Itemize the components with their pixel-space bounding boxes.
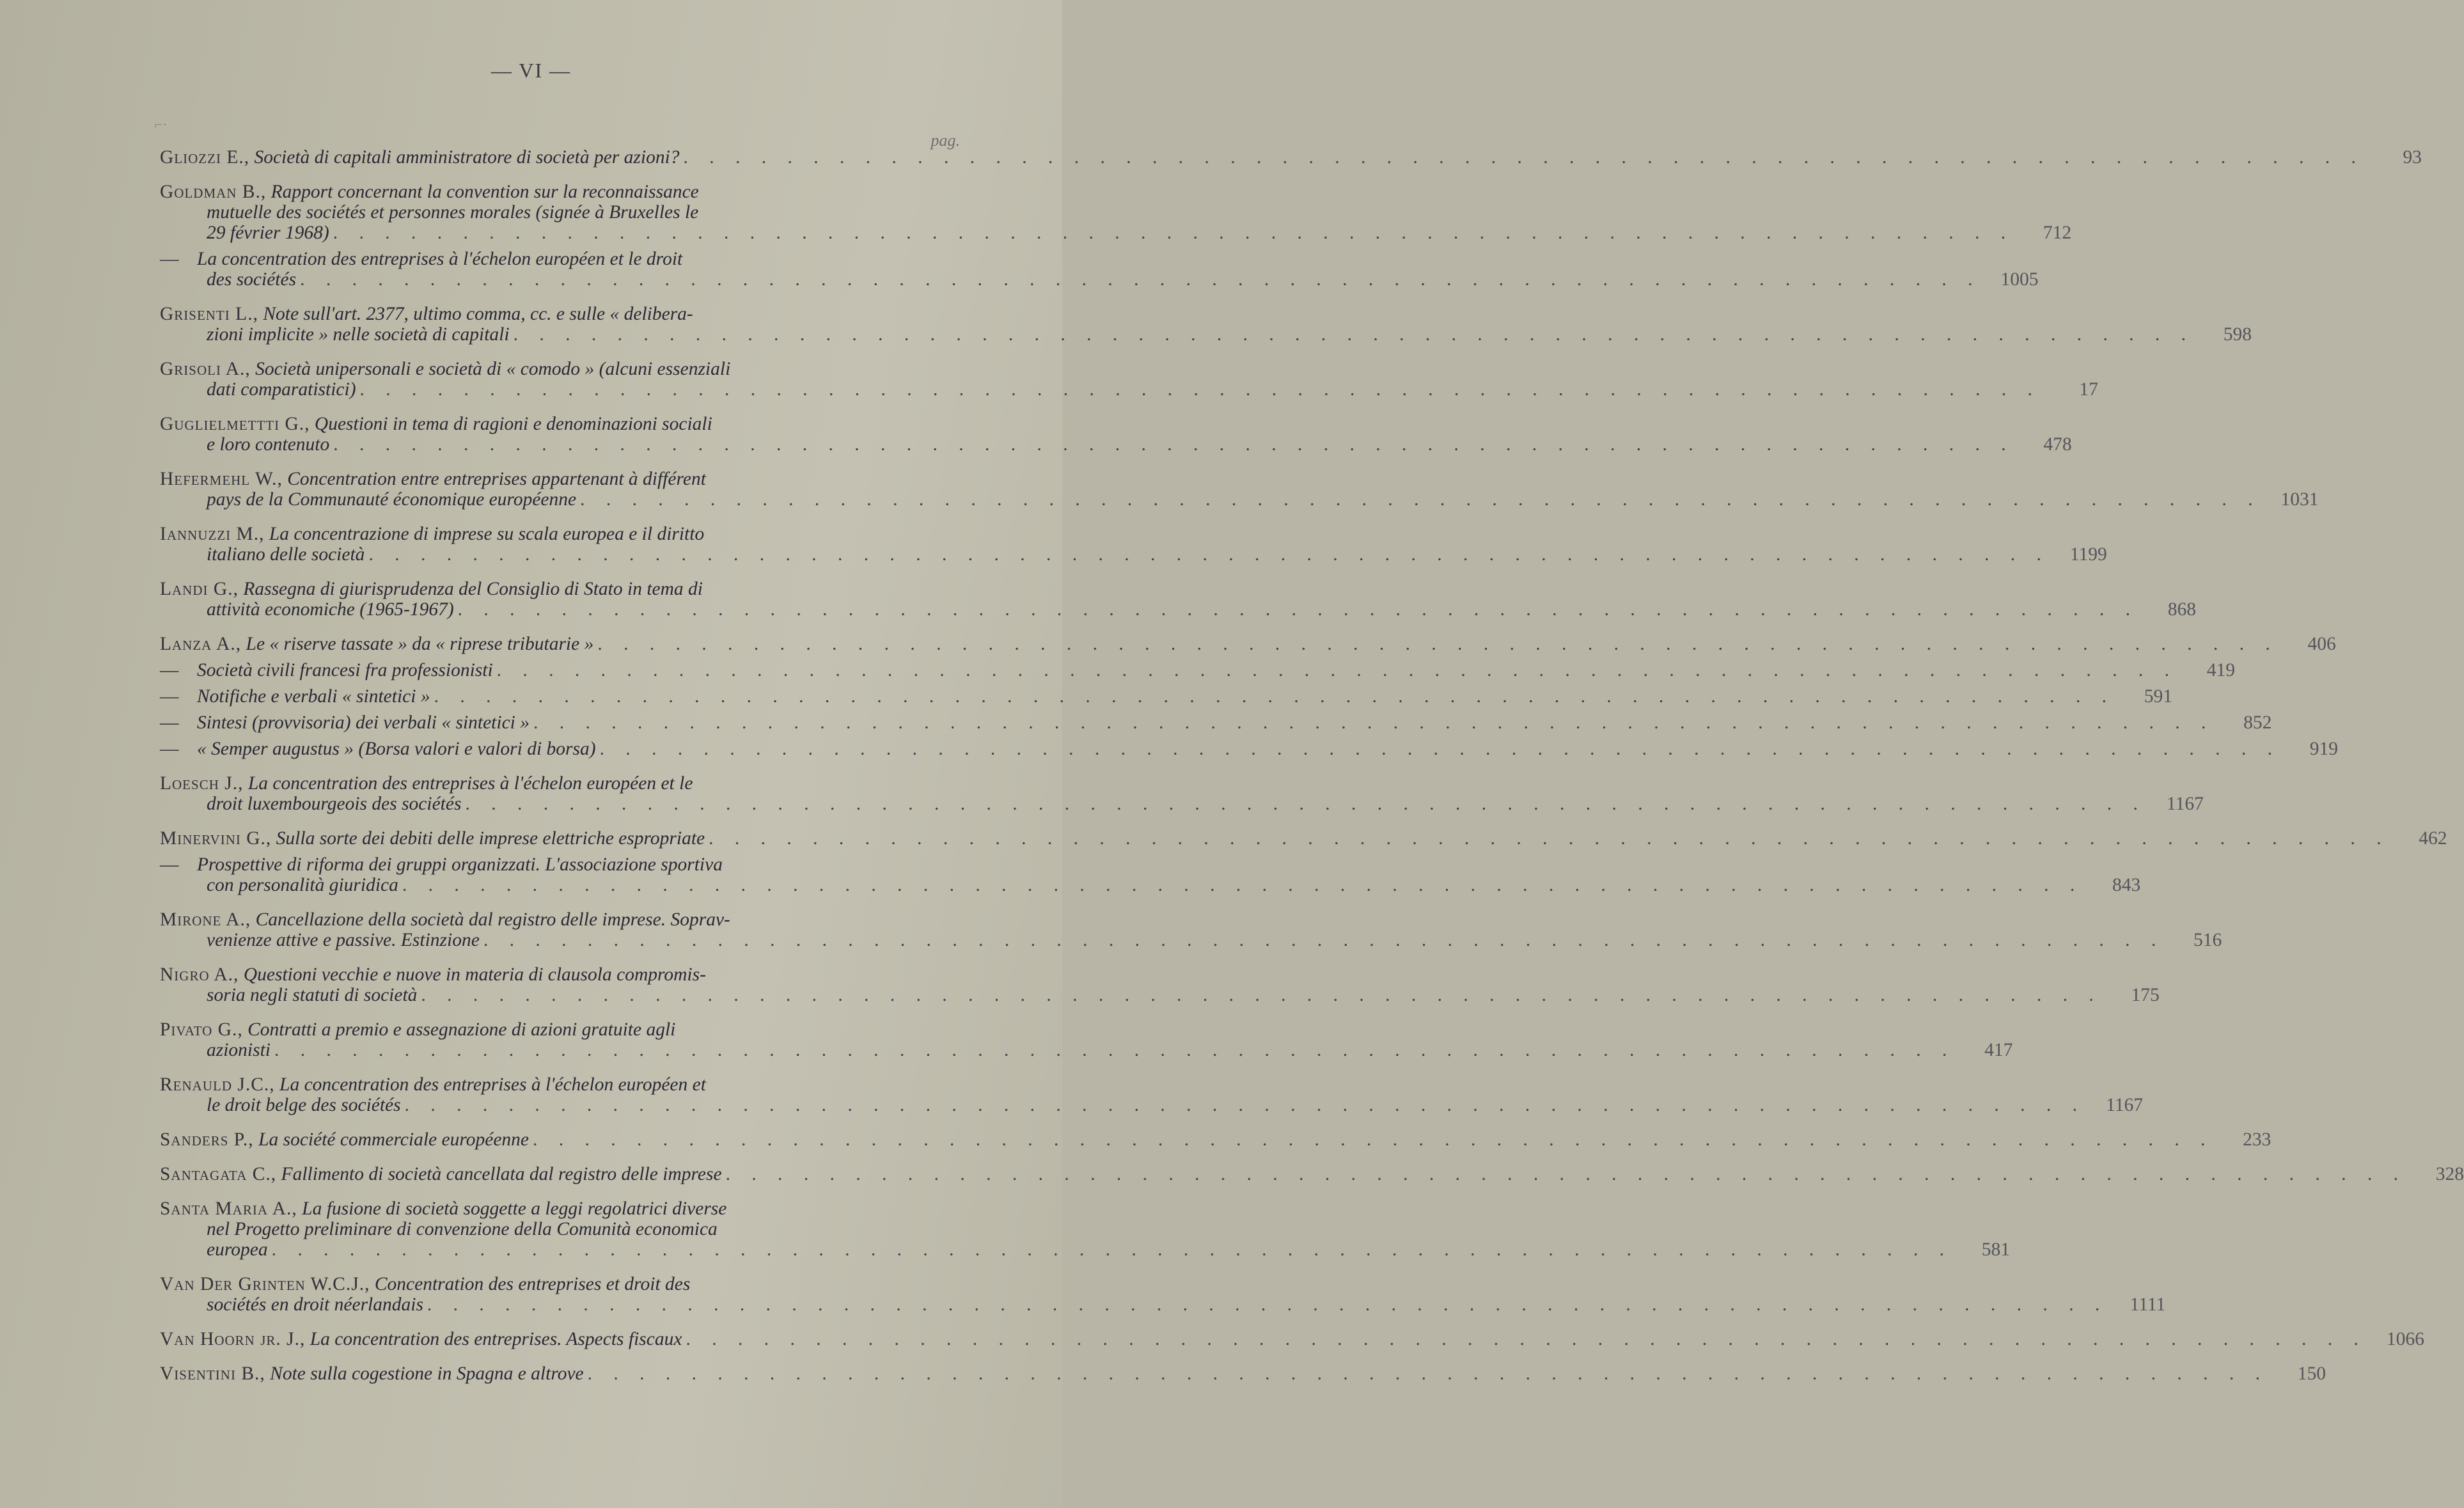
entry-line (160, 1095, 2144, 1115)
entry-page-number: 1031 (2280, 489, 2319, 510)
entry-title: sociétés en droit néerlandais (207, 1294, 423, 1315)
entry-title: venienze attive e passive. Estinzione (207, 930, 480, 950)
entry-line (160, 324, 2252, 345)
entry-page-number: 150 (2297, 1363, 2327, 1384)
entry-page-number: 1167 (2166, 794, 2204, 814)
entry-line-text (160, 469, 706, 489)
entry-line (160, 469, 959, 489)
entry-author: Loesch J., (160, 773, 244, 794)
entry-author: Minervini G., (160, 828, 272, 849)
index-entry (160, 964, 2160, 1005)
entry-author: Landi G., (160, 579, 239, 599)
entry-title: Concentration des entreprises et droit des (374, 1274, 691, 1294)
index-entry (160, 359, 2098, 400)
entry-title: Fallimento di società cancellata dal registro delle imprese (281, 1164, 722, 1184)
entry-line (160, 1363, 2327, 1384)
entry-page-number: 417 (1984, 1040, 2013, 1060)
leader-dots: . . . . . . . . . . . . . . . . . . . . . . . . . . . . . . . . . . . . . . . . . . . . . . . . . . . . . . . . . . . . . . . . . (533, 712, 2215, 733)
page-mark: ⌐· (153, 116, 167, 132)
entry-line (160, 1164, 2464, 1184)
entry-author: Santa Maria A., (160, 1198, 297, 1219)
entry-title: nel Progetto preliminare di convenzione della Comunità economica (207, 1219, 718, 1239)
entry-author: Lanza A., (160, 634, 242, 654)
entry-line-text (160, 147, 680, 168)
leader-dots: . . . . . . . . . . . . . . . . . . . . . . . . . . . . . . . . . . . . . . . . . . . . . . . . . . . . . . . . . . . . . . . . . (599, 739, 2280, 759)
entry-title: La concentration des entreprises à l'échelon européen et le droit (197, 249, 683, 269)
entry-title: Questioni in tema di ragioni e denominazioni sociali (314, 414, 712, 434)
leader-dots: . . . . . . . . . . . . . . . . . . . . . . . . . . . . . . . . . . . . . . . . . . . . . . . . . . . . . . . . . . . . . . . . . (580, 489, 2261, 510)
entry-author: Guglielmettti G., (160, 414, 310, 434)
index-entry (160, 854, 2141, 895)
entry-line-text (207, 875, 398, 895)
index-entry (160, 828, 2447, 849)
entry-line (160, 544, 2107, 565)
entry-title: Notifiche e verbali « sintetici » (197, 686, 430, 707)
entry-line (160, 599, 2197, 620)
entry-title: Cancellazione della società dal registro delle imprese. Soprav- (255, 909, 730, 930)
index-entry (160, 1164, 2464, 1184)
entry-line-text (207, 434, 329, 455)
entry-line (160, 269, 2039, 290)
entry-page-number: 175 (2131, 985, 2160, 1005)
entry-page-number: 919 (2309, 739, 2338, 759)
entry-title: Contratti a premio e assegnazione di azioni gratuite agli (247, 1019, 676, 1040)
index-entry (160, 469, 2319, 510)
entry-title: dati comparatistici) (207, 379, 356, 400)
leader-dots: . . . . . . . . . . . . . . . . . . . . . . . . . . . . . . . . . . . . . . . . . . . . . . . . . . . . . . . . . . . . . . . . . (725, 1164, 2406, 1184)
entry-line (160, 1129, 2272, 1150)
leader-dots: . . . . . . . . . . . . . . . . . . . . . . . . . . . . . . . . . . . . . . . . . . . . . . . . . . . . . . . . . . . . . . . . . (587, 1363, 2269, 1384)
page-column-label: pag. (930, 131, 960, 150)
entry-line-text (160, 414, 712, 434)
leader-dots: . . . . . . . . . . . . . . . . . . . . . . . . . . . . . . . . . . . . . . . . . . . . . . . . . . . . . . . . . . . . . . . . . (434, 686, 2115, 707)
entry-page-number: 516 (2193, 930, 2222, 950)
entry-line-text (207, 1294, 423, 1315)
entry-line (160, 1239, 2010, 1260)
entry-author: Goldman B., (160, 182, 267, 202)
entry-line (160, 739, 2338, 759)
entry-author: Pivato G., (160, 1019, 243, 1040)
entry-line-text (160, 304, 693, 324)
index-entry (160, 1019, 2013, 1060)
entry-page-number: 328 (2435, 1164, 2464, 1184)
entry-line-text (160, 909, 730, 930)
entry-line (160, 202, 959, 223)
entry-title: La fusione di società soggette a leggi regolatrici diverse (302, 1198, 727, 1219)
page-header-numeral: — VI — (490, 59, 572, 82)
entry-title: italiano delle società (207, 544, 365, 565)
index-entry (160, 579, 2197, 620)
leader-dots: . . . . . . . . . . . . . . . . . . . . . . . . . . . . . . . . . . . . . . . . . . . . . . . . . . . . . . . . . . . . . . . . . (404, 1095, 2086, 1115)
index-entry (160, 1074, 2144, 1115)
leader-dots: . . . . . . . . . . . . . . . . . . . . . . . . . . . . . . . . . . . . . . . . . . . . . . . . . . . . . . . . . . . . . . . . . (686, 1329, 2367, 1349)
leader-dots: . . . . . . . . . . . . . . . . . . . . . . . . . . . . . . . . . . . . . . . . . . . . . . . . . . . . . . . . . . . . . . . . . (333, 434, 2014, 455)
leader-dots: . . . . . . . . . . . . . . . . . . . . . . . . . . . . . . . . . . . . . . . . . . . . . . . . . . . . . . . . . . . . . . . . . (427, 1294, 2108, 1315)
entry-page-number: 1066 (2386, 1329, 2424, 1349)
entry-line (160, 434, 2072, 455)
entry-line (160, 1219, 959, 1239)
index-entry (160, 1274, 2166, 1315)
entry-title: La concentrazione di imprese su scala europea e il diritto (269, 524, 705, 544)
entry-line-text (160, 1363, 584, 1384)
entry-line-text (160, 1019, 675, 1040)
leader-dots: . . . . . . . . . . . . . . . . . . . . . . . . . . . . . . . . . . . . . . . . . . . . . . . . . . . . . . . . . . . . . . . . . (271, 1239, 1952, 1260)
entry-title: Concentration entre entreprises appartenant à différent (287, 469, 706, 489)
entry-line-text (160, 1274, 690, 1294)
entry-title: Note sulla cogestione in Spagna e altrove (270, 1363, 584, 1384)
entry-author: Van Der Grinten W.C.J., (160, 1274, 370, 1294)
entry-line-text (160, 182, 699, 202)
entry-line-text (160, 524, 704, 544)
entry-line-text (160, 854, 723, 875)
entry-line-text (160, 773, 693, 794)
entry-title: « Semper augustus » (Borsa valori e valori di borsa) (197, 739, 596, 759)
entry-line-text (207, 930, 480, 950)
entry-line (160, 930, 2222, 950)
entry-line (160, 223, 2072, 243)
entry-line-text (160, 739, 596, 759)
leader-dots: . . . . . . . . . . . . . . . . . . . . . . . . . . . . . . . . . . . . . . . . . . . . . . . . . . . . . . . . . . . . . . . . . (513, 324, 2194, 345)
entry-page-number: 93 (2403, 147, 2422, 168)
entry-continuation-dash: — (160, 712, 179, 733)
entry-line (160, 524, 959, 544)
entry-page-number: 868 (2167, 599, 2197, 620)
entry-line-text (207, 1219, 718, 1239)
index-entry (160, 524, 2107, 565)
entry-title: des sociétés (207, 269, 297, 290)
entry-title: La concentration des entreprises à l'échelon européen et (279, 1074, 706, 1095)
entry-line-text (207, 379, 356, 400)
entry-line (160, 773, 959, 794)
index-entry (160, 1329, 2424, 1349)
entry-author: Mirone A., (160, 909, 251, 930)
entry-page-number: 843 (2112, 875, 2141, 895)
entry-continuation-dash: — (160, 854, 179, 875)
index-entry (160, 249, 2039, 290)
entry-line (160, 1294, 2166, 1315)
leader-dots: . . . . . . . . . . . . . . . . . . . . . . . . . . . . . . . . . . . . . . . . . . . . . . . . . . . . . . . . . . . . . . . . . (465, 794, 2146, 814)
index-entry (160, 739, 2338, 759)
entry-line-text (207, 202, 698, 223)
entry-line (160, 1198, 959, 1219)
entry-line-text (160, 579, 703, 599)
index-entry (160, 634, 2336, 654)
leader-dots: . . . . . . . . . . . . . . . . . . . . . . . . . . . . . . . . . . . . . . . . . . . . . . . . . . . . . . . . . . . . . . . . . (359, 379, 2041, 400)
entry-line-text (160, 1329, 682, 1349)
entry-title: e loro contenuto (207, 434, 330, 455)
entry-title: zioni implicite » nelle società di capitali (207, 324, 510, 345)
entry-author: Hefermehl W., (160, 469, 283, 489)
index-entry (160, 147, 2422, 168)
index-entry (160, 909, 2222, 950)
entry-continuation-dash: — (160, 686, 179, 707)
entry-author: Sanders P., (160, 1129, 254, 1150)
entry-page-number: 1111 (2130, 1294, 2166, 1315)
entry-title: con personalità giuridica (207, 875, 398, 895)
index-entry (160, 304, 2252, 345)
entry-line (160, 964, 959, 985)
entry-title: La société commerciale européenne (258, 1129, 530, 1150)
entry-title: europea (207, 1239, 268, 1260)
leader-dots: . . . . . . . . . . . . . . . . . . . . . . . . . . . . . . . . . . . . . . . . . . . . . . . . . . . . . . . . . . . . . . . . . (597, 634, 2279, 654)
leader-dots: . . . . . . . . . . . . . . . . . . . . . . . . . . . . . . . . . . . . . . . . . . . . . . . . . . . . . . . . . . . . . . . . . (402, 875, 2083, 895)
entry-line (160, 1329, 2424, 1349)
entry-page-number: 478 (2043, 434, 2072, 455)
entry-author: Iannuzzi M., (160, 524, 265, 544)
entry-line-text (207, 223, 329, 243)
index-entry (160, 712, 2272, 733)
entry-line (160, 794, 2204, 814)
entry-line (160, 304, 959, 324)
entry-title: mutuelle des sociétés et personnes morales (signée à Bruxelles le (207, 202, 699, 223)
entry-continuation-dash: — (160, 249, 179, 269)
entry-page-number: 591 (2144, 686, 2172, 707)
index-entry (160, 1363, 2327, 1384)
entry-line-text (160, 660, 493, 680)
entry-line-text (160, 249, 682, 269)
entry-line (160, 147, 2422, 168)
leader-dots: . . . . . . . . . . . . . . . . . . . . . . . . . . . . . . . . . . . . . . . . . . . . . . . . . . . . . . . . . . . . . . . . . (421, 985, 2102, 1005)
entry-title: Prospettive di riforma dei gruppi organizzati. L'associazione sportiva (197, 854, 723, 875)
entry-line-text (207, 985, 417, 1005)
entry-author: Grisenti L., (160, 304, 258, 324)
entry-line (160, 985, 2160, 1005)
entry-line (160, 854, 959, 875)
leader-dots: . . . . . . . . . . . . . . . . . . . . . . . . . . . . . . . . . . . . . . . . . . . . . . . . . . . . . . . . . . . . . . . . . (533, 1129, 2214, 1150)
entry-author: Visentini B., (160, 1363, 265, 1384)
entry-page-number: 1167 (2106, 1095, 2144, 1115)
entry-line-text (160, 828, 705, 849)
entry-line-text (160, 712, 530, 733)
entry-line-text (160, 964, 706, 985)
entry-title: 29 février 1968) (207, 223, 329, 243)
entry-line-text (207, 599, 454, 620)
entry-title: azionisti (207, 1040, 271, 1060)
entry-line-text (160, 686, 430, 707)
leader-dots: . . . . . . . . . . . . . . . . . . . . . . . . . . . . . . . . . . . . . . . . . . . . . . . . . . . . . . . . . . . . . . . . . (300, 269, 1981, 290)
entry-line (160, 660, 2236, 680)
entry-title: Sintesi (provvisoria) dei verbali « sintetici » (197, 712, 530, 733)
entry-author: Renauld J.C., (160, 1074, 275, 1095)
entry-line (160, 712, 2272, 733)
entry-line (160, 249, 959, 269)
entry-line (160, 414, 959, 434)
entry-line-text (160, 1074, 706, 1095)
entry-line (160, 909, 959, 930)
entry-title: Note sull'art. 2377, ultimo comma, cc. e sulle « delibera- (263, 304, 693, 324)
leader-dots: . . . . . . . . . . . . . . . . . . . . . . . . . . . . . . . . . . . . . . . . . . . . . . . . . . . . . . . . . . . . . . . . . (496, 660, 2178, 680)
entry-title: Società civili francesi fra professionisti (197, 660, 493, 680)
entry-title: Rassegna di giurisprudenza del Consiglio di Stato in tema di (243, 579, 703, 599)
entry-line-text (160, 1164, 722, 1184)
entry-author: Nigro A., (160, 964, 239, 985)
entry-line-text (160, 359, 730, 379)
entry-title: droit luxembourgeois des sociétés (207, 794, 462, 814)
entry-page-number: 233 (2243, 1129, 2272, 1150)
index-entries-list (160, 147, 2464, 1384)
entry-line-text (207, 544, 365, 565)
leader-dots: . . . . . . . . . . . . . . . . . . . . . . . . . . . . . . . . . . . . . . . . . . . . . . . . . . . . . . . . . . . . . . . . . (483, 930, 2165, 950)
entry-title: Le « riserve tassate » da « riprese tributarie » (246, 634, 594, 654)
entry-title: pays de la Communauté économique européenne (207, 489, 577, 510)
entry-line (160, 1040, 2013, 1060)
entry-line (160, 1274, 959, 1294)
entry-page-number: 17 (2079, 379, 2098, 400)
entry-author: Grisoli A., (160, 359, 251, 379)
entry-title: Società unipersonali e società di « comodo » (alcuni essenziali (255, 359, 731, 379)
entry-continuation-dash: — (160, 739, 179, 759)
entry-author: Van Hoorn jr. J., (160, 1329, 306, 1349)
index-entry (160, 660, 2236, 680)
entry-line (160, 1074, 959, 1095)
entry-line (160, 634, 2336, 654)
entry-line (160, 875, 2141, 895)
entry-page-number: 406 (2307, 634, 2336, 654)
index-entry (160, 686, 2172, 707)
entry-line (160, 379, 2098, 400)
leader-dots: . . . . . . . . . . . . . . . . . . . . . . . . . . . . . . . . . . . . . . . . . . . . . . . . . . . . . . . . . . . . . . . . . (274, 1040, 1956, 1060)
entry-title: Sulla sorte dei debiti delle imprese elettriche espropriate (276, 828, 705, 849)
entry-line-text (207, 269, 296, 290)
entry-title: Questioni vecchie e nuove in materia di clausola compromis- (243, 964, 706, 985)
entry-line-text (207, 324, 510, 345)
leader-dots: . . . . . . . . . . . . . . . . . . . . . . . . . . . . . . . . . . . . . . . . . . . . . . . . . . . . . . . . . . . . . . . . . (333, 223, 2014, 243)
entry-line-text (160, 634, 593, 654)
entry-line (160, 489, 2319, 510)
entry-line-text (207, 1095, 401, 1115)
entry-line-text (207, 1239, 268, 1260)
entry-page-number: 598 (2223, 324, 2252, 345)
entry-title: attività economiche (1965-1967) (207, 599, 454, 620)
index-entry (160, 182, 2072, 243)
index-entry (160, 414, 2072, 455)
entry-line (160, 1019, 959, 1040)
entry-title: Società di capitali amministratore di società per azioni? (254, 147, 680, 168)
entry-line-text (207, 794, 461, 814)
entry-title: Rapport concernant la convention sur la reconnaissance (271, 182, 699, 202)
entry-line (160, 579, 959, 599)
entry-continuation-dash: — (160, 660, 179, 680)
entry-line (160, 182, 959, 202)
entry-author: Santagata C., (160, 1164, 277, 1184)
entry-line (160, 828, 2447, 849)
entry-title: La concentration des entreprises à l'échelon européen et le (247, 773, 693, 794)
entry-page-number: 581 (1981, 1239, 2010, 1260)
entry-page-number: 852 (2243, 712, 2272, 733)
entry-line-text (160, 1198, 726, 1219)
index-entry (160, 1198, 2010, 1260)
entry-title: le droit belge des sociétés (207, 1095, 401, 1115)
entry-line (160, 686, 2172, 707)
leader-dots: . . . . . . . . . . . . . . . . . . . . . . . . . . . . . . . . . . . . . . . . . . . . . . . . . . . . . . . . . . . . . . . . . (709, 828, 2390, 849)
entry-title: soria negli statuti di società (207, 985, 418, 1005)
entry-page-number: 419 (2206, 660, 2236, 680)
entry-page-number: 1005 (2000, 269, 2039, 290)
entry-line (160, 359, 959, 379)
leader-dots: . . . . . . . . . . . . . . . . . . . . . . . . . . . . . . . . . . . . . . . . . . . . . . . . . . . . . . . . . . . . . . . . . (457, 599, 2139, 620)
entry-page-number: 712 (2043, 223, 2072, 243)
entry-page-number: 462 (2419, 828, 2447, 849)
entry-author: Gliozzi E., (160, 147, 250, 168)
index-entry (160, 773, 2204, 814)
entry-line-text (207, 489, 576, 510)
entry-title: La concentration des entreprises. Aspects fiscaux (310, 1329, 682, 1349)
leader-dots: . . . . . . . . . . . . . . . . . . . . . . . . . . . . . . . . . . . . . . . . . . . . . . . . . . . . . . . . . . . . . . . . . (683, 147, 2364, 168)
entry-line-text (160, 1129, 529, 1150)
index-entry (160, 1129, 2272, 1150)
leader-dots: . . . . . . . . . . . . . . . . . . . . . . . . . . . . . . . . . . . . . . . . . . . . . . . . . . . . . . . . . . . . . . . . . (368, 544, 2050, 565)
entry-line-text (207, 1040, 271, 1060)
entry-page-number: 1199 (2069, 544, 2107, 565)
